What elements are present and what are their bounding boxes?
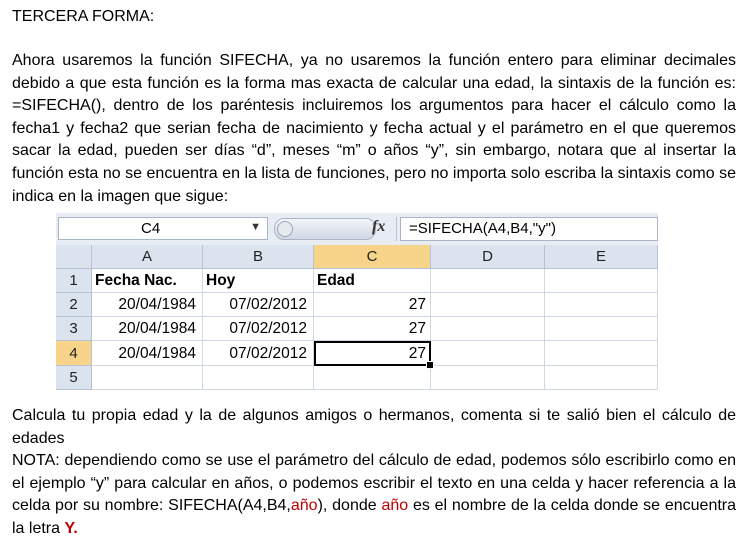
nota-red-ano-1: año	[290, 497, 318, 515]
formula-bar-grip[interactable]	[274, 218, 376, 240]
chevron-down-icon[interactable]: ▼	[250, 221, 261, 233]
cell-e2[interactable]	[545, 293, 658, 317]
nota-text-b: ), donde	[317, 497, 382, 515]
cell-d4[interactable]	[431, 341, 545, 366]
formula-bar	[56, 213, 658, 246]
nota-red-ano-2: año	[381, 497, 409, 515]
cell-c3[interactable]: 27	[314, 317, 431, 341]
cell-a2[interactable]: 20/04/1984	[92, 293, 203, 317]
column-header-d[interactable]: D	[431, 245, 545, 269]
row-header-1[interactable]: 1	[56, 269, 92, 293]
name-box-value: C4	[141, 220, 161, 237]
cell-a3[interactable]: 20/04/1984	[92, 317, 203, 341]
cell-d3[interactable]	[431, 317, 545, 341]
fill-handle[interactable]	[426, 361, 434, 369]
nota-red-letter-y: Y.	[64, 519, 78, 537]
intro-paragraph: Ahora usaremos la función SIFECHA, ya no usaremos la función entero para eliminar decimales debido a que esta función es la forma mas exacta de calcular una edad, la sintaxis de la función es: =SIFECHA(), dentro de los paréntesis incluiremos los argumentos para hacer el cálculo como la fecha1 y fecha2 que serian fecha de nacimiento y fecha actual y el parámetro en el que queremos sacar la edad, pueden ser días “d”, meses “m” o años “y”, sin embargo, notara que al insertar la función esta no se encuentra en la lista de funciones, pero no importa solo escriba la sintaxis como se indica en la imagen que sigue:	[12, 52, 736, 205]
cell-e1[interactable]	[545, 269, 658, 293]
cell-b4[interactable]: 07/02/2012	[203, 341, 314, 366]
cell-a4[interactable]: 20/04/1984	[92, 341, 203, 366]
cell-c4[interactable]: 27	[314, 341, 431, 366]
cell-b2[interactable]: 07/02/2012	[203, 293, 314, 317]
cell-c5[interactable]	[314, 366, 431, 390]
name-box[interactable]	[58, 217, 268, 240]
spreadsheet-screenshot	[56, 213, 658, 390]
cell-c1[interactable]: Edad	[314, 269, 431, 293]
column-header-c[interactable]: C	[314, 245, 431, 269]
row-header-5[interactable]: 5	[56, 366, 92, 390]
nota-text-a: NOTA: dependiendo como se use el parámetro del cálculo de edad, podemos sólo escribirlo como en el ejemplo “y” para calcular en años, o podemos escribir el texto en una celda y hacer referencia a la celda por su nombre: SIFECHA(A4,B4,	[12, 452, 736, 515]
insert-function-icon[interactable]: fx	[372, 218, 386, 235]
outro-line1: Calcula tu propia edad y la de algunos amigos o hermanos, comenta si te salió bien el cálculo de edades	[12, 407, 736, 447]
formula-text: =SIFECHA(A4,B4,"y")	[409, 220, 556, 237]
cell-e3[interactable]	[545, 317, 658, 341]
cell-b5[interactable]	[203, 366, 314, 390]
formula-input[interactable]	[400, 217, 658, 241]
column-header-e[interactable]: E	[545, 245, 658, 269]
cell-a1[interactable]: Fecha Nac.	[92, 269, 203, 293]
section-heading: TERCERA FORMA:	[12, 8, 155, 25]
row-header-3[interactable]: 3	[56, 317, 92, 341]
cell-a5[interactable]	[92, 366, 203, 390]
nota-text-c: es el nombre de la celda donde se encuentra la letra	[12, 497, 737, 537]
select-all-corner[interactable]	[56, 245, 92, 269]
cell-b1[interactable]: Hoy	[203, 269, 314, 293]
cell-e4[interactable]	[545, 341, 658, 366]
cell-d1[interactable]	[431, 269, 545, 293]
column-header-a[interactable]: A	[92, 245, 203, 269]
grip-circle-icon	[277, 221, 293, 237]
cell-b3[interactable]: 07/02/2012	[203, 317, 314, 341]
cell-c2[interactable]: 27	[314, 293, 431, 317]
column-header-b[interactable]: B	[203, 245, 314, 269]
formula-separator	[396, 217, 397, 241]
row-header-4[interactable]: 4	[56, 341, 92, 366]
cell-d2[interactable]	[431, 293, 545, 317]
outro-paragraph	[12, 405, 736, 541]
cell-e5[interactable]	[545, 366, 658, 390]
cell-d5[interactable]	[431, 366, 545, 390]
row-header-2[interactable]: 2	[56, 293, 92, 317]
